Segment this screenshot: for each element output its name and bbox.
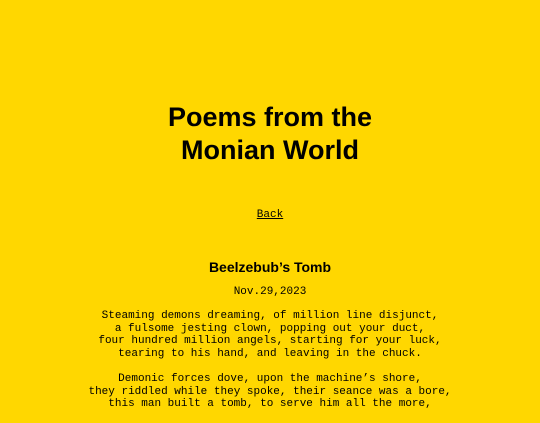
poem-title: Beelzebub’s Tomb	[208, 259, 332, 275]
poem-line: this man built a tomb, to serve him all the more,	[108, 398, 432, 411]
poem-body	[0, 310, 540, 423]
page-title-line-2: Monian World	[181, 135, 359, 165]
back-link-container	[0, 208, 540, 223]
poem-line: they riddled while they spoke, their seance was a bore,	[88, 385, 452, 398]
page-title-line-1: Poems from the	[167, 102, 373, 132]
poem-line: Steaming demons dreaming, of million line disjunct,	[101, 310, 439, 322]
poem-date: Nov.29,2023	[233, 286, 307, 298]
stanza	[0, 310, 540, 361]
page-title	[0, 101, 540, 167]
back-link[interactable]: Back	[256, 209, 284, 221]
poem-line: Demonic forces dove, upon the machine’s shore,	[118, 372, 422, 385]
poem-line: four hundred million angels, starting for your luck,	[98, 335, 442, 348]
poem-line: a fulsome jesting clown, popping out your duct,	[114, 322, 426, 335]
poem-line: tearing to his hand, and leaving in the chuck.	[118, 348, 422, 361]
stanza	[0, 373, 540, 411]
